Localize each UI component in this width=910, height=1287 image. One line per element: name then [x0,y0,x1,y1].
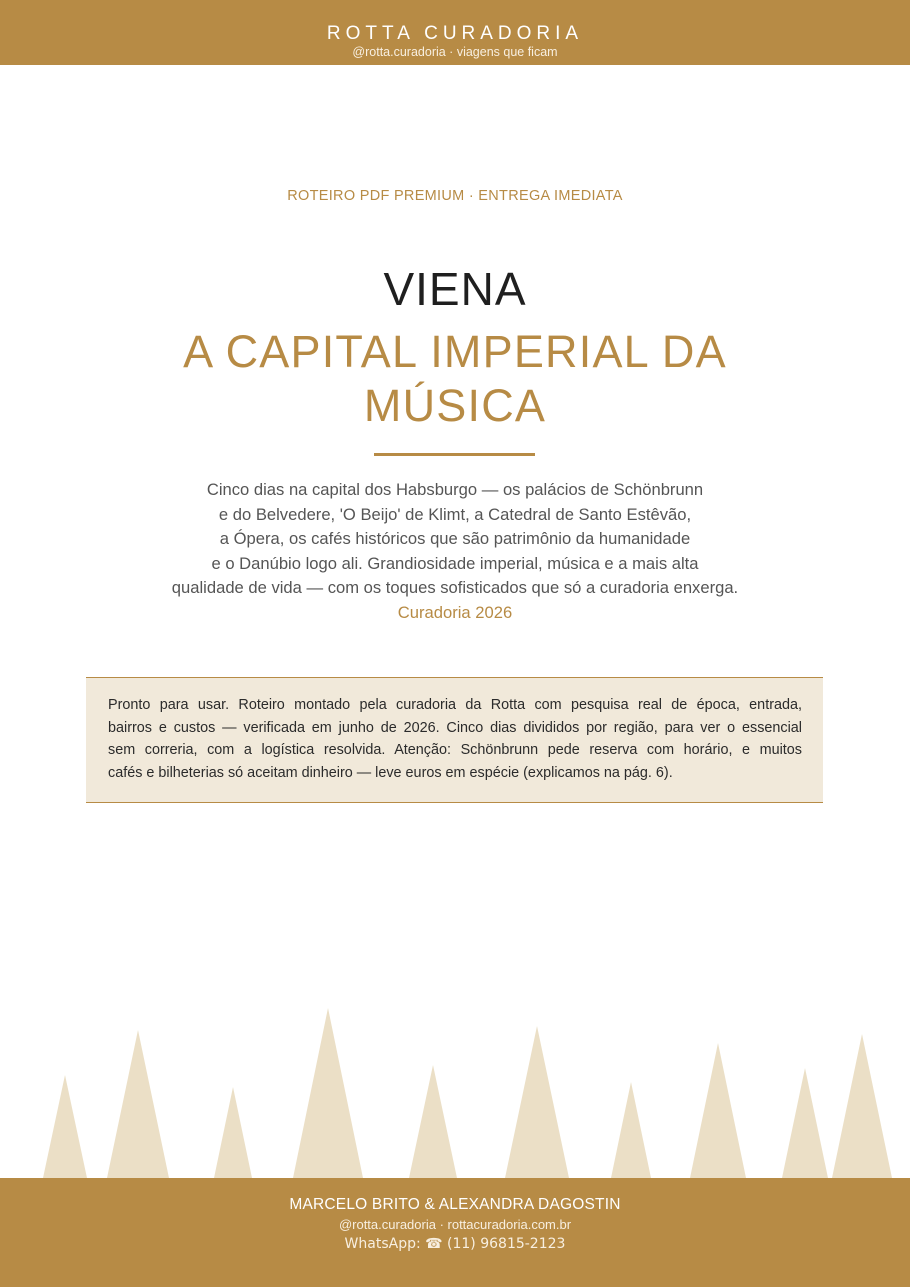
intro-line: Cinco dias na capital dos Habsburgo — os palácios de Schönbrunn [206,480,704,499]
title-divider [374,453,535,456]
decorative-trees [0,1000,910,1180]
top-header-band [0,0,910,65]
intro-line: e do Belvedere, 'O Beijo' de Klimt, a Catedral de Santo Estêvão, [218,504,692,524]
tree-icon [505,1026,569,1178]
footer-links[interactable]: @rotta.curadoria · rottacuradoria.com.br [338,1217,572,1232]
brand-name: ROTTA CURADORIA [326,23,584,44]
tree-icon [409,1065,457,1178]
tree-icon [782,1068,828,1178]
tree-icon [611,1082,651,1178]
tree-icon [293,1008,363,1178]
edition-label: Curadoria 2026 [397,602,513,622]
page-title: VIENA [383,263,527,315]
tree-icon [107,1030,169,1178]
footer-band [0,1178,910,1287]
notice-line: sem correria, com a logística resolvida. Atenção: Schönbrunn pede reserva com horário, e muitos [108,742,802,759]
intro-line: qualidade de vida — com os toques sofisticados que só a curadoria enxerga. [171,578,739,597]
brand-tagline: @rotta.curadoria · viagens que ficam [352,45,558,59]
notice-line: bairros e custos — verificada em junho de 2026. Cinco dias divididos por região, para ver o essencial [108,719,802,736]
intro-line: a Ópera, os cafés históricos que são patrimônio da humanidade [219,529,691,548]
page-subtitle: A CAPITAL IMPERIAL DA MÚSICA [183,326,727,431]
whatsapp-contact[interactable]: WhatsApp: ☎ (11) 96815-2123 [344,1236,566,1252]
intro-line: e o Danúbio logo ali. Grandiosidade imperial, música e a mais alta [211,553,699,573]
notice-line: Pronto para usar. Roteiro montado pela curadoria da Rotta com pesquisa real de época, entrada, [108,697,802,713]
tree-icon [214,1087,252,1178]
tree-icon [690,1043,746,1178]
tree-icon [43,1075,87,1178]
notice-line: cafés e bilheterias só aceitam dinheiro — leve euros em espécie (explicamos na pág. 6). [108,764,673,781]
tree-icon [832,1034,892,1178]
ready-to-use-notice [86,677,823,803]
authors: MARCELO BRITO & ALEXANDRA DAGOSTIN [289,1196,621,1213]
product-eyebrow: ROTEIRO PDF PREMIUM · ENTREGA IMEDIATA [287,188,623,204]
intro-paragraph [120,478,790,625]
